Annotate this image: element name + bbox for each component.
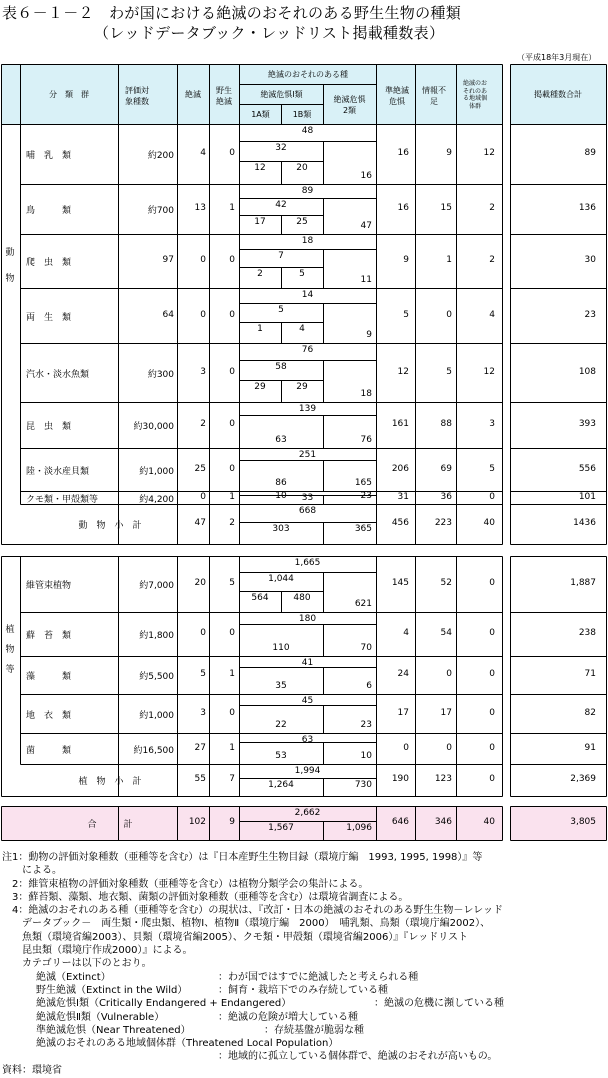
row-name: 陸・淡水産貝類 (26, 466, 90, 477)
row-ew: 0 (229, 309, 235, 320)
header-total: 掲載種数合計 (534, 89, 582, 99)
row-ew: 0 (229, 463, 235, 474)
header-en: 1B類 (292, 109, 312, 119)
row-ew: 5 (229, 578, 235, 588)
source-note: 資料：環境省 (2, 1064, 62, 1076)
note-line: 注1：動物の評価対象種数（亜種等を含む）は『日本産野生生物目録（環境庁編 1993, 1995, 1998）』等 (2, 852, 483, 863)
row-ew: 1 (229, 491, 235, 502)
row-dd: 9 (446, 148, 452, 158)
row-vu: 47 (360, 221, 372, 231)
row-threatened: 1,665 (294, 558, 321, 568)
row-total: 556 (578, 463, 596, 474)
header-cr: 1A類 (251, 109, 270, 119)
subtotal-vu: 730 (354, 780, 372, 790)
category-description: ：飼育・栽培下でのみ存続している種 (218, 984, 388, 996)
category-definition (2, 1011, 608, 1024)
row-nt: 5 (403, 309, 409, 320)
row-threatened: 33 (301, 493, 314, 503)
category-description: ：地域的に孤立している個体群で、絶滅のおそれが高いもの。 (218, 1051, 498, 1063)
row-cr: 564 (251, 593, 269, 603)
subtotal-nt: 190 (391, 774, 409, 784)
note-line: カテゴリーは以下のとおり。 (2, 958, 152, 970)
subtotal-extinct: 47 (194, 518, 206, 528)
row-name: 両 生 類 (26, 312, 72, 323)
category-description: ：絶滅の危険が増大している種 (218, 1011, 358, 1023)
row-extinct: 4 (200, 148, 206, 158)
row-extinct: 25 (194, 463, 206, 474)
header-vu: 絶滅危惧2類 (333, 95, 366, 115)
row-extinct: 5 (200, 669, 206, 679)
row-nt: 12 (397, 366, 409, 377)
row-total: 89 (584, 148, 596, 158)
row-total: 136 (578, 203, 596, 213)
row-total: 30 (584, 255, 596, 265)
row-extinct: 20 (194, 578, 206, 588)
row-nt: 16 (397, 148, 409, 158)
subtotal-total: 1436 (573, 518, 596, 528)
row-nt: 206 (391, 463, 409, 474)
row-cr: 12 (254, 163, 266, 173)
row-threatened: 180 (298, 614, 317, 624)
row-name: クモ類・甲殻類等 (26, 494, 99, 505)
row-vu: 76 (360, 435, 372, 445)
row-name: 爬 虫 類 (26, 258, 72, 268)
row-cr-en: 42 (275, 200, 287, 210)
row-total: 1,887 (570, 578, 596, 588)
subtotal-extinct: 55 (194, 774, 206, 784)
row-total: 108 (578, 366, 596, 377)
category-description: ：わが国ではすでに絶滅したと考えられる種 (218, 971, 419, 983)
row-lp: 12 (483, 148, 495, 158)
note-line: 2：維管束植物の評価対象種数（亜種等を含む）は植物分類学会の集計による。 (2, 878, 369, 890)
row-threatened: 63 (301, 735, 314, 745)
row-lp: 0 (489, 491, 495, 502)
subtotal-ew: 7 (229, 774, 235, 784)
row-cr-en: 86 (275, 478, 287, 488)
row-lp: 12 (483, 366, 495, 377)
row-lp: 2 (489, 203, 495, 213)
row-threatened: 41 (301, 658, 314, 668)
subtotal-dd: 123 (434, 774, 452, 784)
row-lp: 0 (489, 578, 495, 588)
header-extinct: 絶滅 (185, 89, 201, 99)
header-ew: 野生絶滅 (216, 86, 232, 106)
row-vu: 23 (360, 720, 372, 730)
note-line: 4：絶滅のおそれのある種（亜種等を含む）の現状は、『改訂・日本の絶滅のおそれのある野生生物－レレッド (2, 905, 504, 917)
subtotal-dd: 223 (434, 518, 452, 528)
row-dd: 69 (440, 463, 452, 474)
note-line: 昆虫類（環境庁作成2000）』による。 (2, 945, 193, 957)
row-total: 393 (578, 419, 596, 429)
row-threatened: 251 (298, 450, 317, 460)
row-nt: 31 (397, 491, 409, 502)
row-threatened: 14 (301, 290, 314, 300)
row-extinct: 0 (200, 628, 206, 638)
row-total: 71 (584, 669, 596, 679)
row-dd: 0 (446, 309, 452, 320)
row-vu: 16 (360, 171, 372, 181)
row-ew: 1 (229, 669, 235, 679)
row-total: 23 (584, 309, 596, 320)
subtotal-name: 動 物 小 計 (78, 521, 142, 531)
row-threatened: 18 (301, 236, 314, 246)
category-term: 絶滅（Extinct） (36, 971, 111, 983)
row-targets: 約30,000 (133, 422, 174, 432)
category-definition (2, 997, 608, 1010)
group-animal-label: 動物 (5, 248, 15, 284)
row-nt: 4 (403, 628, 409, 638)
row-lp: 0 (489, 628, 495, 638)
row-vu: 18 (360, 389, 372, 399)
subtotal-nt: 646 (391, 817, 409, 827)
row-targets: 97 (162, 255, 174, 265)
subtotal-total: 3,805 (570, 817, 596, 827)
note-line: 魚類（環境省編2003）、貝類（環境省編2005）、クモ類・甲殻類（環境省編2006）』『レッドリスト (2, 931, 469, 943)
row-threatened: 139 (298, 404, 317, 414)
row-dd: 88 (440, 419, 452, 429)
row-targets: 約7,000 (139, 581, 174, 591)
row-nt: 161 (391, 419, 409, 429)
row-name: 鳥 類 (26, 206, 72, 216)
row-threatened: 48 (301, 126, 314, 136)
row-lp: 2 (489, 255, 495, 265)
row-extinct: 27 (194, 742, 206, 753)
note-line: 3：蘚苔類、藻類、地衣類、菌類の評価対象種数（亜種等を含む）は環境省調査による。 (2, 891, 409, 903)
subtotal-vu: 365 (354, 524, 372, 534)
row-extinct: 0 (200, 309, 206, 320)
row-lp: 3 (489, 419, 495, 429)
row-dd: 52 (440, 578, 452, 588)
row-lp: 0 (489, 742, 495, 753)
row-cr-en: 10 (275, 491, 287, 501)
row-lp: 0 (489, 669, 495, 679)
row-total: 91 (584, 742, 596, 753)
row-targets: 約4,200 (139, 494, 174, 505)
page-title: 表６－１－２ わが国における絶滅のおそれのある野生生物の種類 (2, 4, 462, 22)
subtotal-threatened: 668 (298, 506, 317, 516)
row-ew: 0 (229, 707, 235, 718)
row-vu: 165 (354, 478, 372, 488)
row-nt: 17 (397, 707, 409, 718)
row-extinct: 2 (200, 419, 206, 429)
row-lp: 0 (489, 707, 495, 718)
row-extinct: 0 (200, 255, 206, 265)
row-cr-en: 7 (278, 251, 284, 261)
category-term: 準絶滅危惧（Near Threatened） (36, 1024, 191, 1036)
row-threatened: 89 (301, 186, 314, 196)
row-cr: 17 (254, 217, 266, 227)
subtotal-nt: 456 (391, 518, 409, 528)
subtotal-threatened: 1,994 (294, 766, 321, 776)
row-targets: 約300 (147, 369, 174, 380)
category-description: ：存続基盤が脆弱な種 (264, 1024, 364, 1036)
row-en: 480 (293, 593, 311, 603)
header-dd: 情報不足 (422, 86, 446, 106)
row-vu: 10 (360, 751, 372, 761)
row-cr-en: 5 (278, 305, 284, 315)
row-cr-en: 1,044 (268, 574, 294, 584)
row-cr: 1 (257, 324, 263, 334)
category-description: ：絶滅の危機に瀕している種 (374, 998, 504, 1010)
row-cr-en: 110 (272, 643, 290, 653)
category-definition (2, 1050, 608, 1063)
row-dd: 1 (446, 255, 452, 265)
row-lp: 5 (489, 463, 495, 474)
note-line: データブック－ 両生類・爬虫類、植物Ⅰ、植物Ⅱ（環境庁編 2000） 哺乳類、鳥類（環境庁編2002）、 (2, 918, 491, 930)
subtotal-lp: 0 (489, 774, 495, 784)
row-dd: 17 (440, 707, 452, 718)
row-cr: 2 (257, 269, 263, 279)
row-targets: 約1,000 (139, 710, 174, 721)
category-definition (2, 1037, 608, 1050)
subtotal-lp: 40 (483, 518, 495, 528)
row-nt: 24 (397, 669, 409, 679)
row-extinct: 13 (194, 203, 206, 213)
row-extinct: 3 (200, 707, 206, 718)
category-term: 野生絶滅（Extinct in the Wild） (36, 984, 188, 996)
subtotal-lp: 40 (483, 817, 495, 827)
row-name: 哺 乳 類 (26, 151, 72, 161)
category-term: 絶滅危惧Ⅱ類（Vulnerable） (36, 1011, 165, 1023)
row-en: 5 (299, 269, 305, 279)
row-vu: 9 (366, 330, 372, 340)
row-nt: 9 (403, 255, 409, 265)
header-nt: 準絶滅危惧 (385, 86, 409, 106)
subtotal-dd: 346 (434, 817, 452, 827)
page-subtitle: （レッドデータブック・レッドリスト掲載種数表） (94, 24, 445, 42)
row-targets: 約1,000 (139, 466, 174, 477)
row-targets: 約5,500 (139, 672, 174, 682)
row-nt: 145 (391, 578, 409, 588)
row-extinct: 3 (200, 366, 206, 377)
row-name: 維管束植物 (26, 581, 72, 591)
row-dd: 0 (446, 669, 452, 679)
row-total: 82 (584, 707, 596, 718)
subtotal-cr-en: 1,567 (268, 823, 294, 833)
subtotal-threatened: 2,662 (294, 808, 321, 818)
category-term: 絶滅危惧Ⅰ類（Critically Endangered + Endangered） (36, 998, 292, 1010)
subtotal-total: 2,369 (570, 774, 596, 784)
subtotal-cr-en: 1,264 (268, 780, 294, 790)
row-ew: 0 (229, 419, 235, 429)
row-total: 101 (578, 491, 596, 502)
row-name: 蘚 苔 類 (26, 631, 72, 641)
row-vu: 11 (360, 275, 372, 285)
subtotal-cr-en: 303 (272, 524, 290, 534)
header-cr-en: 絶滅危惧Ⅰ類 (260, 89, 303, 99)
row-lp: 4 (489, 309, 495, 320)
row-targets: 約16,500 (133, 745, 174, 756)
row-threatened: 76 (301, 345, 314, 355)
row-total: 238 (578, 628, 596, 638)
row-cr: 29 (254, 382, 266, 392)
row-targets: 約1,800 (139, 631, 174, 641)
row-vu: 23 (360, 491, 372, 501)
subtotal-vu: 1,096 (346, 823, 372, 833)
row-cr-en: 63 (275, 435, 287, 445)
category-term: 絶滅のおそれのある地域個体群（Threatened Local Population） (36, 1038, 339, 1050)
category-definition (2, 1024, 608, 1037)
row-ew: 0 (229, 366, 235, 377)
row-en: 29 (296, 382, 308, 392)
row-dd: 0 (446, 742, 452, 753)
row-vu: 70 (360, 643, 372, 653)
row-dd: 36 (440, 491, 452, 502)
subtotal-ew: 9 (229, 817, 235, 827)
row-name: 汽水・淡水魚類 (26, 369, 90, 380)
row-nt: 16 (397, 203, 409, 213)
row-targets: 約200 (147, 151, 174, 161)
category-definition (2, 984, 608, 997)
row-ew: 1 (229, 203, 235, 213)
header-targets: 評価対象種数 (125, 86, 149, 106)
row-en: 20 (296, 163, 308, 173)
row-ew: 1 (229, 742, 235, 753)
row-cr-en: 58 (275, 362, 287, 372)
as-of-date: （平成18年3月現在） (517, 53, 597, 62)
subtotal-name: 植 物 小 計 (78, 777, 142, 787)
row-name: 地 衣 類 (26, 710, 72, 721)
row-name: 菌 類 (26, 745, 72, 756)
row-targets: 約700 (147, 206, 174, 216)
row-cr-en: 32 (275, 143, 287, 153)
row-vu: 6 (366, 681, 372, 691)
row-cr-en: 22 (275, 720, 287, 730)
row-dd: 5 (446, 366, 452, 377)
row-en: 25 (296, 217, 308, 227)
row-nt: 0 (403, 742, 409, 753)
row-targets: 64 (162, 309, 174, 320)
row-dd: 15 (440, 203, 452, 213)
row-ew: 0 (229, 255, 235, 265)
row-threatened: 45 (301, 696, 314, 706)
group-plant-label: 植物等 (5, 625, 15, 675)
subtotal-name: 合 計 (87, 820, 133, 830)
header-category: 分 類 群 (49, 89, 89, 99)
row-vu: 621 (354, 599, 372, 609)
row-name: 藻 類 (26, 672, 72, 682)
row-cr-en: 53 (275, 751, 287, 761)
row-en: 4 (299, 324, 305, 334)
subtotal-extinct: 102 (188, 817, 206, 827)
category-definition (2, 971, 608, 984)
subtotal-ew: 2 (229, 518, 235, 528)
notes (2, 851, 608, 1077)
row-dd: 54 (440, 628, 452, 638)
note-line: による。 (2, 865, 62, 877)
row-cr-en: 35 (275, 681, 287, 691)
row-extinct: 0 (200, 491, 206, 502)
header-local-population: 絶滅のおそれのある地域個体群 (462, 80, 487, 110)
header-threatened: 絶滅のおそれのある種 (268, 69, 348, 79)
row-name: 昆 虫 類 (26, 422, 72, 432)
row-ew: 0 (229, 628, 235, 638)
row-ew: 0 (229, 148, 235, 158)
